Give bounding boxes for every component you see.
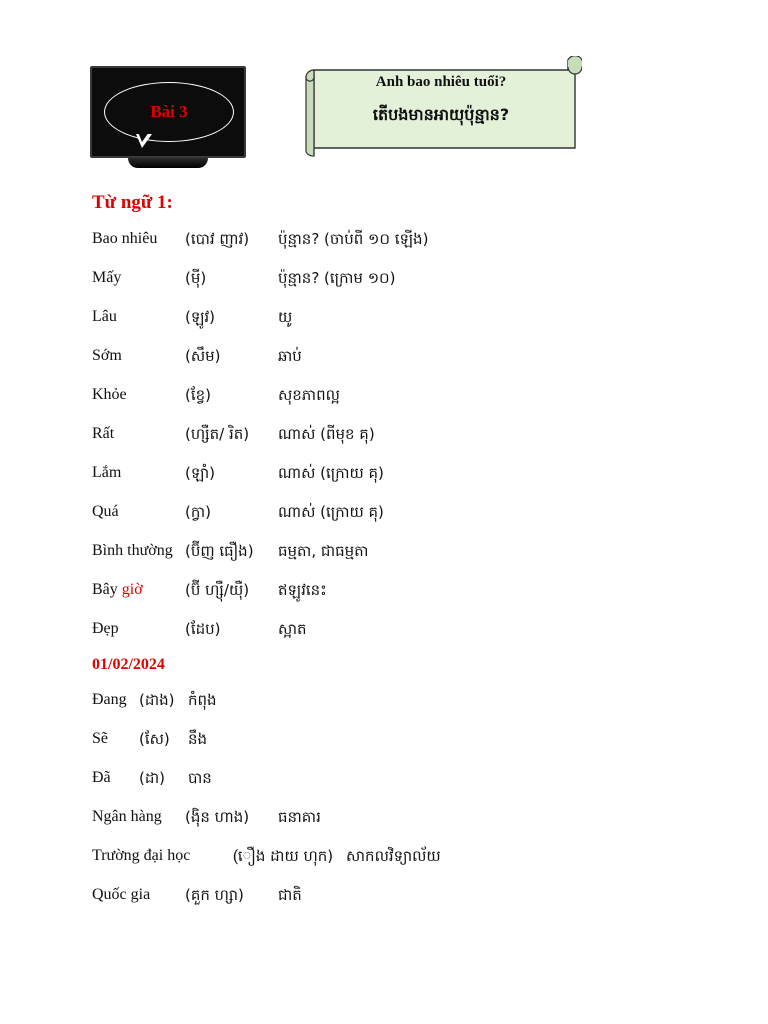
vocab-meaning: ប៉ុន្មាន? (ចាប់ពី ១០ ឡើង) [278,230,429,248]
vocab-word: Đẹp [92,620,119,637]
vocab-word: Trường đại học [92,847,191,864]
vocab-pronunciation: (ឡាំ) [185,464,216,482]
speech-bubble [104,82,234,142]
vocab-pronunciation: (ង៉ិន ហាង) [185,808,250,826]
vocab-pronunciation: (ប៊ី ហ្ស៊ឺ/យ៉ឺ) [185,581,250,599]
vocab-meaning: សុខភាពល្អ [278,386,340,404]
vocab-word: Bao nhiêu [92,230,158,247]
vocab-word: Đã [92,769,111,786]
vocab-pronunciation: (ដែប) [185,620,221,638]
vocab-meaning: ណាស់ (ក្រោយ គុ) [278,464,384,482]
vocab-meaning: សាកលវិទ្យាល័យ [346,847,441,865]
vocab-pronunciation: (ប៊ីញ ធឿង) [185,542,254,560]
vocab-pronunciation: (ខ្វែ) [185,386,211,404]
section-heading: Từ ngữ 1: [92,192,173,213]
vocab-meaning: ឥឡូវនេះ [278,581,327,599]
vocab-meaning: ណាស់ (ក្រោយ គុ) [278,503,384,521]
vocab-word: Khỏe [92,386,127,403]
vocab-meaning: បាន [188,769,212,787]
vocab-word [92,581,143,599]
date-label: 01/02/2024 [92,656,165,673]
lesson-number: Bài 3 [150,102,188,121]
tv-graphic [90,66,246,172]
vocab-pronunciation: (បោវ ញាវ) [185,230,250,248]
vocab-word: Mấy [92,269,122,286]
tv-stand [128,158,208,168]
vocab-meaning: ណាស់ (ពីមុខ គុ) [278,425,375,443]
vocab-word: Bình thường [92,542,173,559]
vocab-meaning: ប៉ុន្មាន? (ក្រោម ១០) [278,269,396,287]
speech-bubble-tail [136,134,152,148]
vocab-word-highlight: giờ [121,581,143,598]
vocab-word: Đang [92,691,127,708]
vocab-word: Quốc gia [92,886,151,903]
vocab-word-part: Bây [92,581,122,598]
vocab-word: Lâu [92,308,117,325]
vocab-word: Ngân hàng [92,808,162,825]
vocab-pronunciation: (សឹម) [185,347,221,365]
vocab-meaning: ស្អាត [278,620,307,638]
title-vietnamese: Anh bao nhiêu tuổi? [375,74,507,90]
tv-screen [90,66,246,158]
title-khmer: តើបងមានអាយុប៉ុន្មាន? [372,105,510,124]
vocab-pronunciation: (ម៉ី) [185,269,207,287]
vocab-pronunciation: (ក្វា) [185,503,211,521]
vocab-word: Lắm [92,464,122,481]
vocab-pronunciation: (គួក ហ្សា) [185,886,244,904]
title-scroll [300,56,582,160]
vocab-meaning: ជាតិ [278,886,302,904]
vocab-pronunciation: (ឿង ដាយ ហុក) [233,847,334,865]
vocab-meaning: ឆាប់ [278,347,302,365]
vocab-pronunciation: (ដា) [139,769,165,787]
vocab-pronunciation: (ដាង) [139,691,175,709]
vocab-meaning: យូ [278,308,293,326]
vocab-pronunciation: (ហ្សឺត/ រិត) [185,425,250,443]
vocab-pronunciation: (ឡូវ) [185,308,216,326]
vocab-word: Rất [92,425,115,442]
vocab-meaning: កំពុង [188,691,217,709]
vocab-pronunciation: (សែ) [139,730,170,748]
vocab-meaning: ធនាគារ [278,808,321,826]
vocab-meaning: នឹង [188,730,208,748]
vocab-word: Sẽ [92,730,108,747]
vocab-word: Sớm [92,347,122,364]
vocab-meaning: ធម្មតា, ជាធម្មតា [278,542,369,560]
vocab-word: Quá [92,503,119,520]
